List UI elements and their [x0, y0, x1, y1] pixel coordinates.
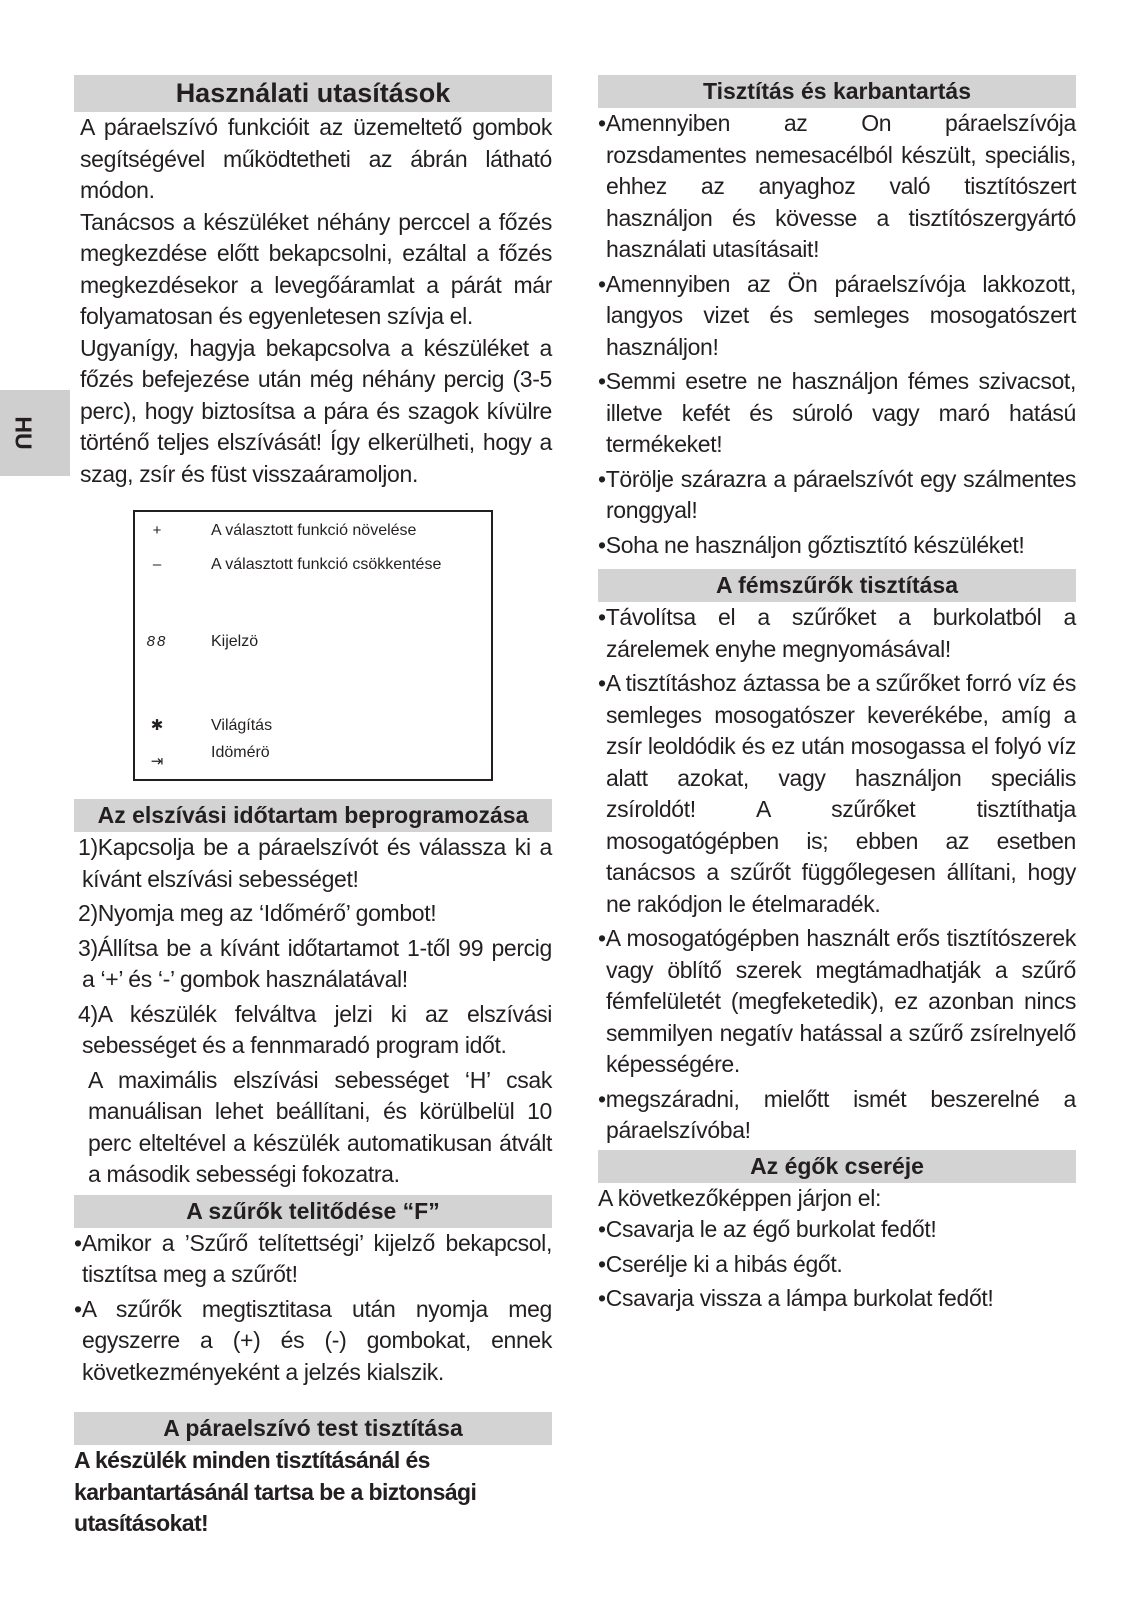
legend-row [135, 520, 491, 542]
maintenance-item: •Soha ne használjon gőztisztító készüléket! [598, 531, 1025, 558]
right-column [598, 75, 1076, 1318]
metal-filters-item: •Távolítsa el a szűrőket a burkolatból a zárelemek enyhe megnyomásával! [598, 604, 1076, 662]
legend-row [135, 715, 491, 737]
legend-label: A választott funkció növelése [211, 522, 417, 539]
plus-icon: + [152, 522, 162, 539]
programming-step: 3)Állítsa be a kívánt időtartamot 1-től 99 percig a ‘+’ és ‘-’ gombok használatával! [78, 934, 552, 992]
programming-heading: Az elszívási időtartam beprogramozása [74, 799, 552, 832]
body-cleaning-heading: A páraelszívó test tisztítása [74, 1412, 552, 1445]
display-icon: 88 [146, 633, 168, 650]
legend-row [135, 554, 491, 576]
legend-label: Idömérö [211, 744, 270, 761]
language-tab [0, 390, 70, 476]
usage-heading: Használati utasítások [74, 75, 552, 112]
usage-paragraph: A páraelszívó funkcióit az üzemeltető gombok segítségével működtetheti az ábrán látható módon. [80, 114, 552, 203]
metal-filters-item: •A tisztításhoz áztassa be a szűrőket forró víz és semleges mosogatószer keverékébe, amíg a zsír leoldódik és ez után mosogassa el folyó víz alatt azokat, vagy használjon speciális zsíroldót! A szűrőket tisztíthatja mosogatógépben is; ebben az esetben tanácsos a szűrőt függőlegesen állítani, hogy ne rakódjon le ételmaradék. [598, 670, 1076, 917]
minus-icon: – [152, 556, 162, 573]
metal-filters-heading: A fémszűrők tisztítása [598, 569, 1076, 602]
bulbs-heading: Az égők cseréje [598, 1150, 1076, 1183]
bulbs-intro: A következőképpen járjon el: [598, 1184, 882, 1211]
usage-paragraph: Tanácsos a készüléket néhány perccel a főzés megkezdése előtt bekapcsolni, ezáltal a főzés megkezdésekor a levegőáramlat a párát már folyamatosan és egyenletesen szívja el. [80, 208, 552, 329]
programming-step: 2)Nyomja meg az ‘Időmérő’ gombot! [78, 900, 437, 926]
left-column [74, 75, 552, 1540]
safety-notice: A készülék minden tisztításánál és karbantartásánál tartsa be a biztonsági utasításokat! [74, 1447, 477, 1536]
filter-saturation-item: •Amikor a ’Szűrő telítettségi’ kijelző bekapcsol, tisztítsa meg a szűrőt! [74, 1229, 552, 1287]
programming-step: 1)Kapcsolja be a páraelszívót és válassza ki a kívánt elszívási sebességet! [78, 834, 552, 892]
legend-row [135, 742, 491, 770]
maintenance-item: •Semmi esetre ne használjon fémes szivacsot, illetve kefét és súroló vagy maró hatású termékeket! [598, 368, 1076, 457]
filter-saturation-heading: A szűrők telitődése “F” [74, 1195, 552, 1228]
maintenance-item: •Törölje szárazra a páraelszívót egy szálmentes ronggyal! [598, 465, 1076, 523]
maintenance-heading: Tisztítás és karbantartás [598, 75, 1076, 108]
metal-filters-item: •A mosogatógépben használt erős tisztítószerek vagy öblítő szerek megtámadhatják a szűrő fémfelületét (megfeketedik), ez azonban nincs semmilyen negatív hatással a szűrő zsírelnyelő képességére. [598, 925, 1076, 1077]
legend-label: Világítás [211, 717, 273, 734]
timer-icon: ⇥ [150, 753, 164, 770]
legend-label: Kijelzö [211, 633, 259, 650]
bulbs-item: •Cserélje ki a hibás égőt. [598, 1250, 843, 1277]
maintenance-item: •Amennyiben az On páraelszívója rozsdamentes nemesacélból készült, speciális, ehhez az anyaghoz való tisztítószert használjon és kövesse a tisztítószergyártó használati utasításait! [598, 110, 1076, 262]
language-label: HU [10, 416, 37, 450]
maintenance-item: •Amennyiben az Ön páraelszívója lakkozott, langyos vizet és semleges mosogatószert használjon! [598, 270, 1076, 360]
legend-row [135, 631, 491, 653]
metal-filters-item: •megszáradni, mielőtt ismét beszerelné a páraelszívóba! [598, 1085, 1076, 1143]
light-icon: ✱ [150, 717, 164, 734]
usage-paragraph: Ugyanígy, hagyja bekapcsolva a készüléket a főzés befejezése után még néhány percig (3-5 perc), hogy biztosítsa a pára és szagok kívülre történő teljes elszívását! Így elkerülheti, hogy a szag, zsír és füst visszaáramoljon. [80, 334, 552, 487]
programming-step: 4)A készülék felváltva jelzi ki az elszívási sebességet és a fennmaradó program időt. [78, 1000, 552, 1058]
bulbs-item: •Csavarja le az égő burkolat fedőt! [598, 1216, 937, 1242]
legend-label: A választott funkció csökkentése [211, 556, 442, 573]
bulbs-item: •Csavarja vissza a lámpa burkolat fedőt! [598, 1285, 994, 1311]
filter-saturation-item: •A szűrők megtisztitasa után nyomja meg egyszerre a (+) és (-) gombokat, ennek következményeként a jelzés kialszik. [74, 1295, 552, 1385]
control-legend-box [133, 510, 493, 781]
programming-note: A maximális elszívási sebességet ‘H’ csak manuálisan lehet beállítani, és körülbelül 10 perc elteltével a készülék automatikusan átvált a második sebességi fokozatra. [88, 1066, 552, 1187]
